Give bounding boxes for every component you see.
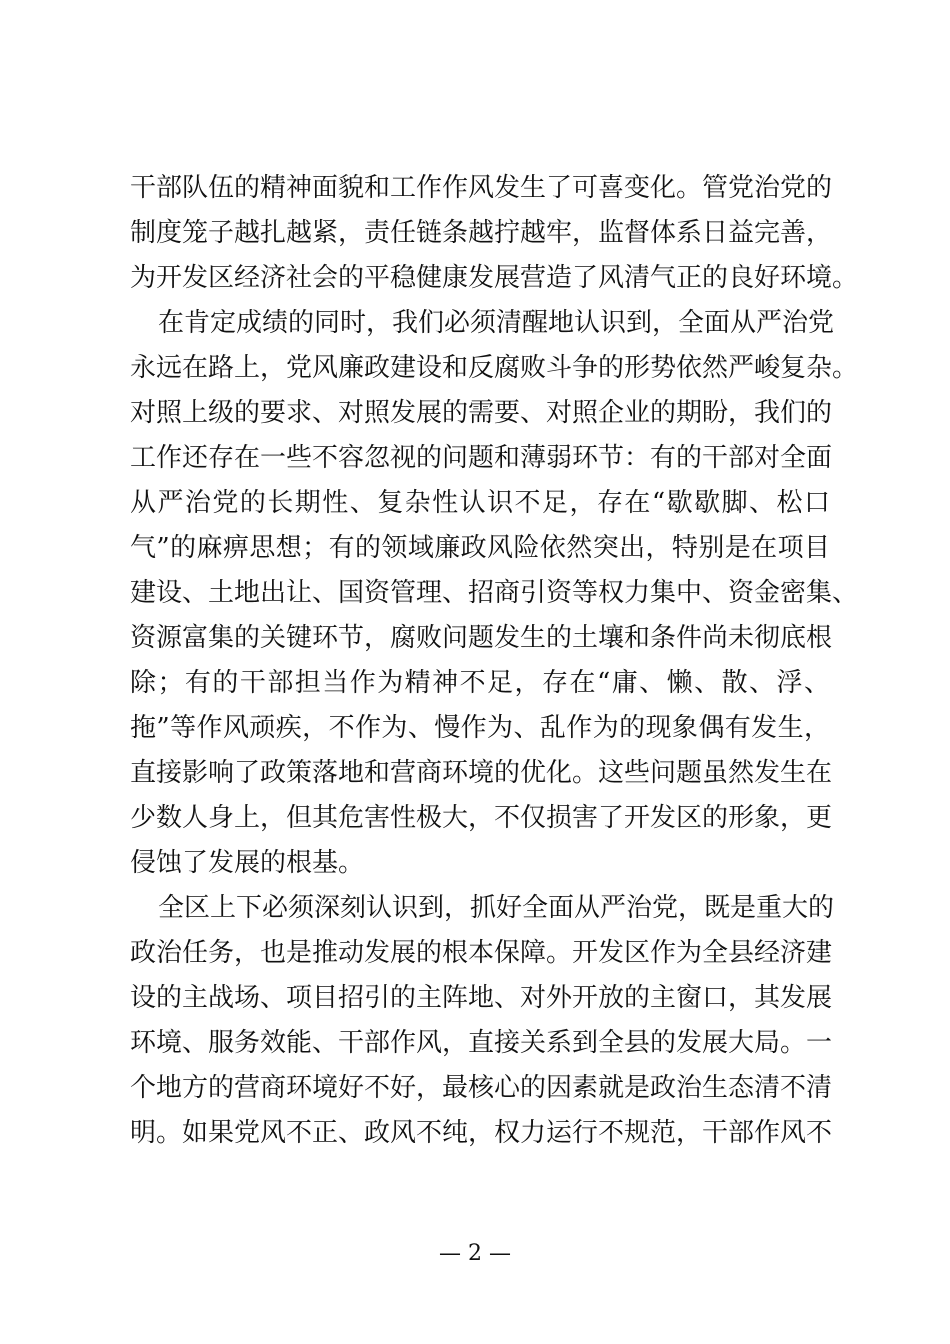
text-line: 工作还存在一些不容忽视的问题和薄弱环节：有的干部对全面: [130, 443, 833, 473]
text-line: 永远在路上，党风廉政建设和反腐败斗争的形势依然严峻复杂。: [130, 353, 859, 383]
text-line: 为开发区经济社会的平稳健康发展营造了风清气正的良好环境。: [130, 263, 859, 293]
text-line: 建设、土地出让、国资管理、招商引资等权力集中、资金密集、: [130, 578, 859, 608]
text-line: 从严治党的长期性、复杂性认识不足，存在“歇歇脚、松口: [130, 488, 830, 518]
page-number: — 2 —: [439, 1241, 511, 1266]
text-line: 对照上级的要求、对照发展的需要、对照企业的期盼，我们的: [130, 398, 833, 428]
text-line: 气”的麻痹思想；有的领域廉政风险依然突出，特别是在项目: [130, 533, 830, 563]
paragraph-start-line: 在肯定成绩的同时，我们必须清醒地认识到，全面从严治党: [158, 308, 835, 338]
text-line: 侵蚀了发展的根基。: [130, 848, 365, 878]
text-line: 设的主战场、项目招引的主阵地、对外开放的主窗口，其发展: [130, 983, 833, 1013]
text-line: 明。如果党风不正、政风不纯，权力运行不规范，干部作风不: [130, 1118, 833, 1148]
paragraph-start-line: 全区上下必须深刻认识到，抓好全面从严治党，既是重大的: [158, 893, 835, 923]
text-line: 资源富集的关键环节，腐败问题发生的土壤和条件尚未彻底根: [130, 623, 833, 653]
text-line: 直接影响了政策落地和营商环境的优化。这些问题虽然发生在: [130, 758, 833, 788]
text-line: 政治任务，也是推动发展的根本保障。开发区作为全县经济建: [130, 938, 833, 968]
text-line: 少数人身上，但其危害性极大，不仅损害了开发区的形象，更: [130, 803, 833, 833]
text-line: 除；有的干部担当作为精神不足，存在“庸、懒、散、浮、: [130, 668, 830, 698]
text-line: 拖”等作风顽疾，不作为、慢作为、乱作为的现象偶有发生，: [130, 713, 830, 743]
text-line: 干部队伍的精神面貌和工作作风发生了可喜变化。管党治党的: [130, 173, 833, 203]
text-line: 制度笼子越扎越紧，责任链条越拧越牢，监督体系日益完善，: [130, 218, 833, 248]
text-line: 个地方的营商环境好不好，最核心的因素就是政治生态清不清: [130, 1073, 833, 1103]
text-line: 环境、服务效能、干部作风，直接关系到全县的发展大局。一: [130, 1028, 833, 1058]
